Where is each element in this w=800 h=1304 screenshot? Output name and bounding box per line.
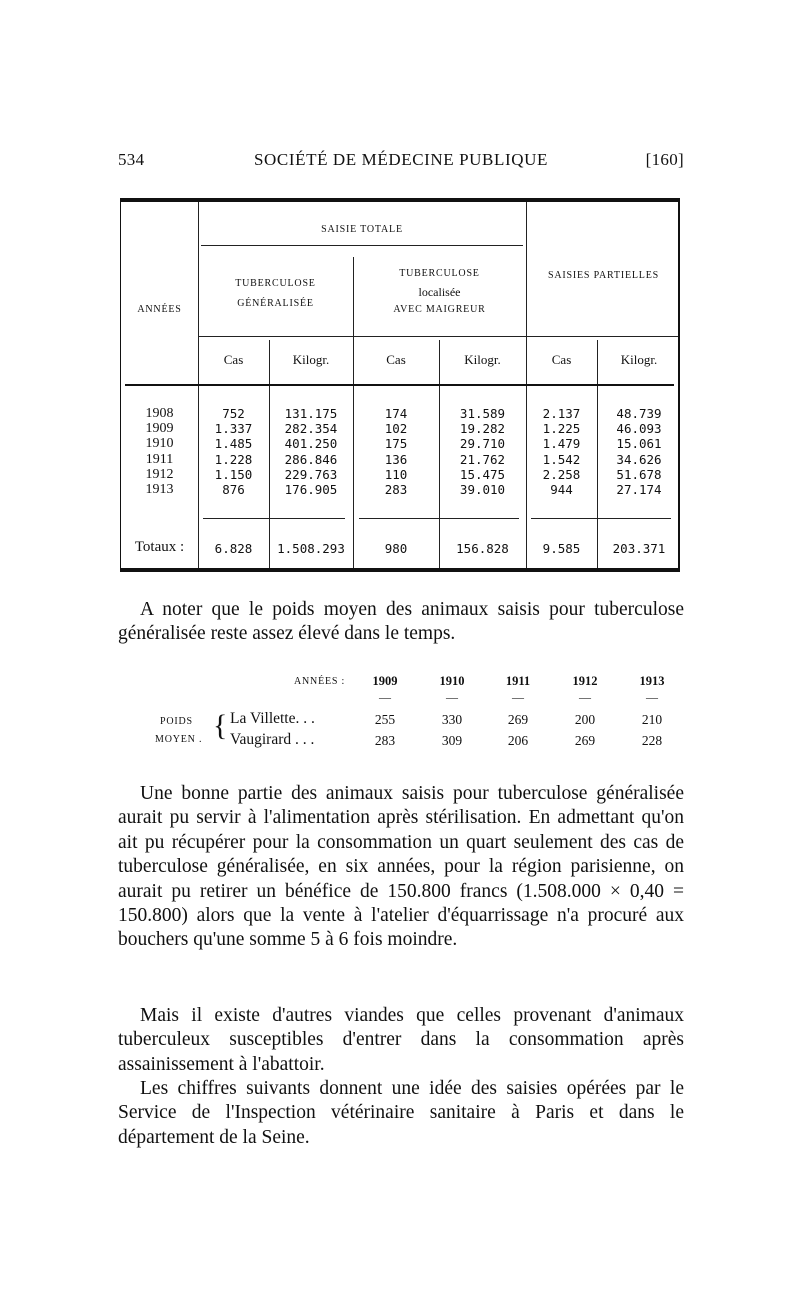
table-cell: 401.250 [284, 436, 338, 452]
dash-rule: — [512, 690, 524, 704]
table-cell: 283 [384, 482, 408, 498]
header-bottom-rule [125, 384, 674, 386]
table-cell: 1.542 [542, 451, 581, 467]
table-row-year: 1913 [145, 482, 174, 498]
table-cell: 210 [641, 712, 663, 727]
table-cell: 21.762 [459, 451, 506, 467]
total-gen-kg: 1.508.293 [277, 541, 345, 556]
table-cell: 944 [550, 482, 573, 498]
part-kg-header: Kilogr. [620, 352, 658, 367]
dash-rule: — [446, 690, 458, 704]
total-rule-1 [203, 518, 345, 519]
table-cell: 283 [374, 733, 396, 748]
table-cell: 1.485 [214, 436, 253, 452]
year-header: 1909 [372, 674, 398, 688]
gen-kg-column [269, 406, 353, 497]
totals-label: Totaux : [134, 539, 185, 555]
table-cell: 131.175 [284, 406, 338, 421]
table-cell: 1.225 [542, 421, 581, 437]
year-header: 1911 [505, 674, 531, 688]
loc-kg-header: Kilogr. [464, 352, 501, 367]
table-cell: 175 [384, 436, 408, 452]
table-cell: 206 [507, 733, 529, 748]
gen-cas-column [198, 406, 269, 497]
table-cell: 1.228 [214, 451, 253, 467]
year-header: 1910 [439, 674, 465, 688]
table-cell: 228 [641, 733, 663, 748]
tub-loc-line2: localisée [418, 285, 461, 299]
table-cell: 200 [574, 712, 596, 727]
table-cell: 102 [384, 421, 408, 437]
table-cell: 1.150 [214, 466, 253, 482]
tub-loc-line1: TUBERCULOSE [399, 268, 480, 279]
year-header: 1912 [572, 674, 598, 688]
row-label-villette: La Villette. . . [230, 710, 315, 727]
table-cell: 15.061 [616, 436, 662, 452]
total-rule-3 [531, 518, 671, 519]
brace-icon: { [213, 709, 228, 742]
table-cell: 282.354 [284, 421, 338, 437]
part-cas-header: Cas [551, 352, 572, 367]
loc-kg-column [439, 406, 526, 497]
gen-kg-header: Kilogr. [292, 352, 330, 367]
saisies-partielles-label: SAISIES PARTIELLES [548, 270, 659, 281]
moyen-label: MOYEN . [155, 734, 203, 745]
row-label-vaugirard: Vaugirard . . . [230, 731, 315, 748]
table-row-year: 1909 [145, 421, 174, 437]
table-cell: 269 [507, 712, 529, 727]
table-cell: 2.137 [542, 406, 581, 421]
dash-rule: — [646, 690, 658, 704]
total-rule-2 [359, 518, 519, 519]
table-cell: 269 [574, 733, 596, 748]
loc-cas-column [353, 406, 439, 497]
part-kg-column [597, 406, 681, 497]
table-cell: 255 [374, 712, 396, 727]
table-cell: 752 [222, 406, 245, 421]
table-cell: 876 [222, 482, 245, 498]
dash-rule: — [379, 690, 391, 704]
dash-rule: — [579, 690, 591, 704]
table-cell: 136 [384, 451, 408, 467]
paragraph-note: A noter que le poids moyen des animaux saisis pour tuberculose généralisée reste assez élevé dans le temps. [118, 599, 684, 645]
table-cell: 110 [384, 466, 408, 482]
table-cell: 174 [384, 406, 408, 421]
table-cell: 46.093 [616, 421, 662, 437]
table-cell: 39.010 [459, 482, 506, 498]
total-loc-cas: 980 [384, 541, 408, 556]
year-header: 1913 [639, 674, 665, 688]
table-cell: 15.475 [459, 466, 506, 482]
tub-gen-line1: TUBERCULOSE [235, 278, 316, 289]
table-row-year: 1912 [145, 466, 174, 482]
saisie-totale-label: SAISIE TOTALE [321, 224, 403, 235]
table-row-year: 1908 [145, 406, 174, 421]
bracket-number: [160] [645, 150, 684, 169]
table-cell: 2.258 [542, 466, 581, 482]
col-annees: ANNÉES [137, 304, 182, 315]
annees-label: ANNÉES : [294, 676, 346, 687]
years-column [121, 406, 198, 497]
table-cell: 1.479 [542, 436, 581, 452]
average-weight-table [150, 672, 684, 762]
saisie-totale-rule [201, 245, 523, 246]
part-cas-column [526, 406, 597, 497]
table-cell: 309 [441, 733, 463, 748]
seizure-table [120, 198, 680, 572]
tub-loc-line3: AVEC MAIGREUR [393, 304, 486, 315]
total-gen-cas: 6.828 [214, 541, 253, 556]
table-cell: 330 [441, 712, 463, 727]
page-number: 534 [118, 150, 145, 169]
tub-gen-line2: GÉNÉRALISÉE [237, 298, 314, 309]
running-title: SOCIÉTÉ DE MÉDECINE PUBLIQUE [254, 150, 548, 169]
loc-cas-header: Cas [386, 352, 406, 367]
table-cell: 31.589 [459, 406, 506, 421]
table-cell: 229.763 [284, 466, 338, 482]
paragraph-other-meats: Mais il existe d'autres viandes que celles provenant d'animaux tuberculeux susceptibles d'entrer dans la consommation après assainissement à l'abattoir. [118, 1005, 684, 1075]
table-row-year: 1911 [145, 451, 174, 467]
table-cell: 48.739 [616, 406, 662, 421]
total-part-kg: 203.371 [612, 541, 666, 556]
table-cell: 34.626 [616, 451, 662, 467]
total-loc-kg: 156.828 [456, 541, 509, 556]
subheader-rule [198, 336, 678, 337]
paragraph-benefit: Une bonne partie des animaux saisis pour tuberculose généralisée aurait pu servir à l'alimentation après stérilisation. En admettant qu'on ait pu récupérer pour la consommation un quart seulement des cas de tuberculose généralisée, en six années, pour la région parisienne, on aurait pu retirer un bénéfice de 150.800 francs (1.508.000 × 0,40 = 150.800) alors que la vente à l'atelier d'équarrissage n'a procuré aux bouchers qu'une somme 5 à 6 fois moindre. [118, 783, 684, 951]
total-part-cas: 9.585 [542, 541, 581, 556]
table-cell: 51.678 [616, 466, 662, 482]
table-cell: 286.846 [284, 451, 338, 467]
gen-cas-header: Cas [223, 352, 244, 367]
table-cell: 29.710 [459, 436, 506, 452]
table-row-year: 1910 [145, 436, 174, 452]
paragraph-figures: Les chiffres suivants donnent une idée des saisies opérées par le Service de l'Inspection vétérinaire sanitaire à Paris et dans le département de la Seine. [118, 1078, 684, 1148]
table-cell: 176.905 [284, 482, 338, 498]
table-cell: 1.337 [214, 421, 253, 437]
poids-label: POIDS [160, 716, 193, 727]
table-cell: 19.282 [459, 421, 506, 437]
table-cell: 27.174 [616, 482, 662, 498]
